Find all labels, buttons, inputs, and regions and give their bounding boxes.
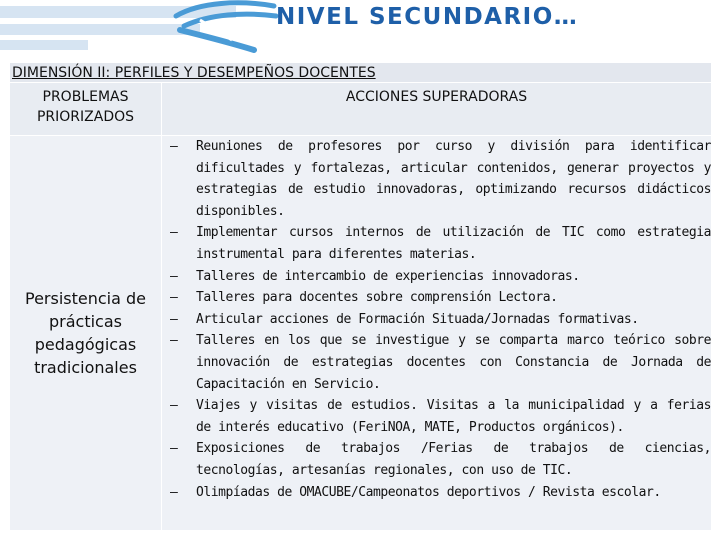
- action-text: Olimpíadas de OMACUBE/Campeonatos deportivos / Revista escolar.: [196, 484, 661, 500]
- list-item: [162, 222, 711, 265]
- stylized-plane-logo-icon: [170, 0, 282, 56]
- dimension-row: [10, 63, 712, 83]
- list-item: [162, 395, 711, 438]
- list-item: [162, 266, 711, 288]
- list-item: [162, 330, 711, 395]
- column-header-row: [10, 83, 712, 136]
- page-title: NIVEL SECUNDARIO…: [276, 4, 579, 30]
- dash-bullet: –: [170, 225, 178, 241]
- list-item: [162, 482, 711, 504]
- actions-list: [162, 136, 711, 503]
- list-item: [162, 438, 711, 481]
- dash-bullet: –: [170, 139, 178, 154]
- action-text: Reuniones de profesores por curso y división para identificar dificultades y fortalezas, articular contenidos, generar proyectos y estrategias de estudio innovadoras, optimizando recursos didácticos disponibles.: [196, 139, 712, 219]
- problem-cell: Persistencia de prácticas pedagógicas tradicionales: [10, 136, 162, 531]
- action-text: Exposiciones de trabajos /Ferias de trabajos de ciencias, tecnologías, artesanías regionales, con uso de TIC.: [196, 441, 712, 478]
- profiles-table: [9, 62, 712, 531]
- actions-cell: [162, 136, 712, 531]
- column-header-actions: ACCIONES SUPERADORAS: [162, 83, 712, 136]
- action-text: Implementar cursos internos de utilización de TIC como estrategia instrumental para diferentes materias.: [196, 225, 712, 262]
- list-item: [162, 136, 711, 222]
- list-item: [162, 309, 711, 331]
- action-text: Viajes y visitas de estudios. Visitas a la municipalidad y a ferias de interés educativo (FeriNOA, MATE, Productos orgánicos).: [196, 398, 712, 435]
- action-text: Articular acciones de Formación Situada/Jornadas formativas.: [196, 311, 639, 327]
- table-row: [10, 136, 712, 531]
- list-item: [162, 287, 711, 309]
- dash-bullet: –: [170, 311, 178, 327]
- header-bar-bottom: [0, 40, 88, 50]
- dash-bullet: –: [170, 398, 178, 414]
- dash-bullet: –: [170, 290, 178, 306]
- dash-bullet: –: [170, 333, 178, 349]
- column-header-problems: PROBLEMAS PRIORIZADOS: [10, 83, 162, 136]
- action-text: Talleres de intercambio de experiencias innovadoras.: [196, 268, 580, 284]
- action-text: Talleres en los que se investigue y se comparta marco teórico sobre innovación de estrategias docentes con Constancia de Jornada de Capacitación en Servicio.: [196, 333, 712, 392]
- dash-bullet: –: [170, 441, 178, 457]
- dimension-title: DIMENSIÓN II: PERFILES Y DESEMPEÑOS DOCENTES: [10, 63, 712, 83]
- dash-bullet: –: [170, 268, 178, 284]
- action-text: Talleres para docentes sobre comprensión Lectora.: [196, 290, 558, 306]
- dash-bullet: –: [170, 484, 178, 500]
